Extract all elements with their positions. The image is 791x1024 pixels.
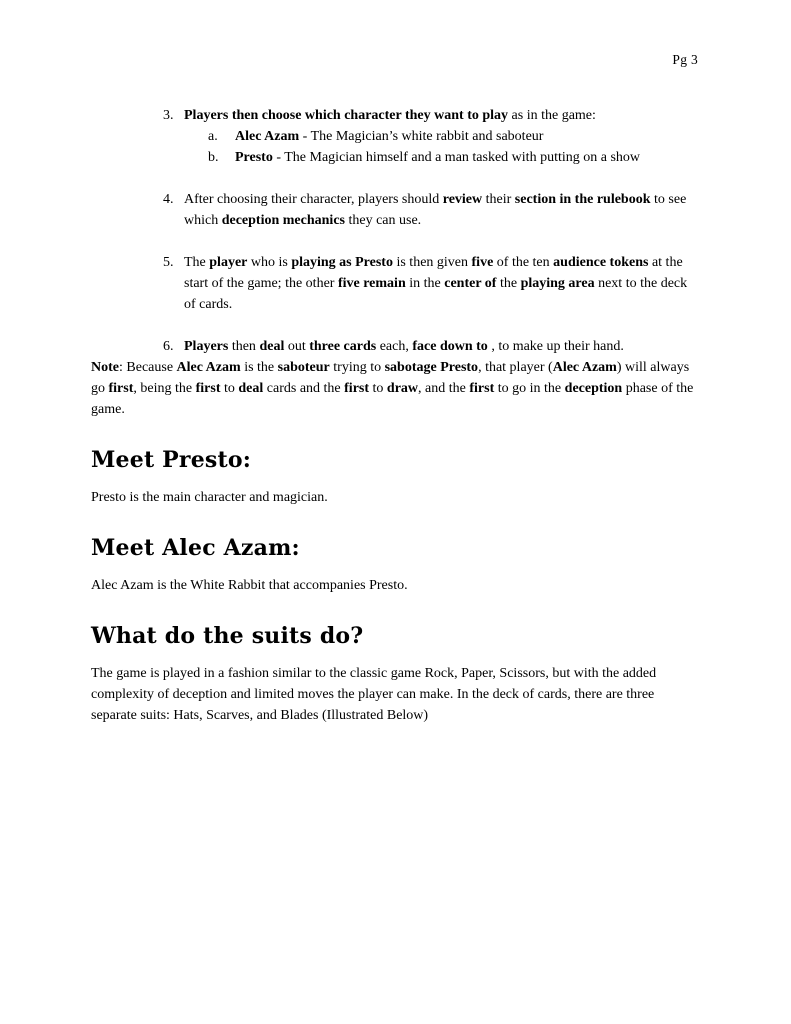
list-item-text: Presto - The Magician himself and a man tasked with putting on a show xyxy=(235,150,641,165)
list-item-marker: 3. xyxy=(163,108,174,123)
list-item-text: Players then choose which character they want to play as in the game: xyxy=(184,108,596,123)
list-item-marker: b. xyxy=(208,150,219,165)
list-subitem-3b xyxy=(91,147,695,168)
section-body: Alec Azam is the White Rabbit that accompanies Presto. xyxy=(91,578,408,593)
list-item-3 xyxy=(91,105,695,126)
section-heading: Meet Presto: xyxy=(91,447,252,473)
list-item-marker: 6. xyxy=(163,339,174,354)
list-item-text: After choosing their character, players should review their section in the rulebook to see which deception mechanics they can use. xyxy=(184,192,687,228)
section-meet-alec-azam xyxy=(91,534,695,596)
document-content xyxy=(91,105,695,726)
list-item-5 xyxy=(91,252,695,315)
list-subitem-3a xyxy=(91,126,695,147)
section-what-do-suits-do xyxy=(91,622,695,726)
list-item-marker: a. xyxy=(208,129,218,144)
list-item-text: Players then deal out three cards each, face down to , to make up their hand. xyxy=(184,339,624,354)
list-item-marker: 4. xyxy=(163,192,174,207)
list-item-4 xyxy=(91,189,695,231)
section-heading: Meet Alec Azam: xyxy=(91,535,300,561)
page-number: Pg 3 xyxy=(672,52,698,67)
list-item-6 xyxy=(91,336,695,357)
section-meet-presto xyxy=(91,446,695,508)
section-heading: What do the suits do? xyxy=(91,623,364,649)
list-item-text: The player who is playing as Presto is then given five of the ten audience tokens at the start of the game; the other five remain in the center of the playing area next to the deck of cards. xyxy=(184,255,688,312)
note-paragraph: Note: Because Alec Azam is the saboteur trying to sabotage Presto, that player (Alec Azam) will always go first, being the first to deal cards and the first to draw, and the first to go in the deception phase of the game. xyxy=(91,360,694,417)
section-body: The game is played in a fashion similar to the classic game Rock, Paper, Scissors, but with the added complexity of deception and limited moves the player can make. In the deck of cards, there are three separate suits: Hats, Scarves, and Blades (Illustrated Below) xyxy=(91,666,657,723)
section-body: Presto is the main character and magician. xyxy=(91,490,328,505)
numbered-list xyxy=(91,105,695,357)
list-item-marker: 5. xyxy=(163,255,174,270)
list-item-text: Alec Azam - The Magician’s white rabbit and saboteur xyxy=(235,129,544,144)
